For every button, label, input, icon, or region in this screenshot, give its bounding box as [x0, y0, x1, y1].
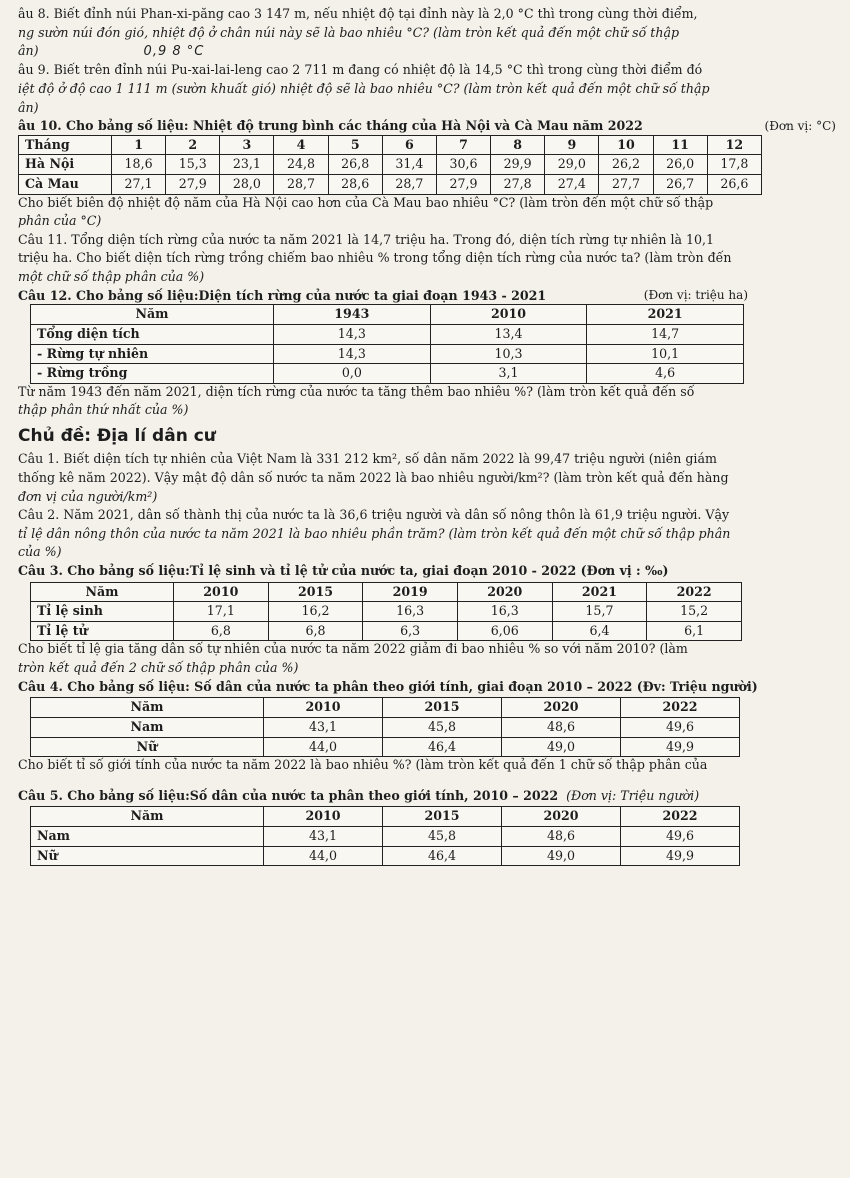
table-row — [31, 621, 742, 641]
table-row — [31, 582, 742, 602]
c4-table — [30, 697, 740, 757]
section-title: Chủ đề: Địa lí dân cư — [18, 425, 216, 446]
q12-table — [30, 304, 744, 383]
population-question-4 — [18, 679, 836, 774]
row-label: Tỉ lệ sinh — [31, 602, 174, 622]
table-cell: 28,7 — [382, 175, 436, 195]
table-cell: 15,2 — [647, 602, 742, 622]
table-cell: 44,0 — [264, 737, 383, 757]
table-cell: 49,9 — [621, 737, 740, 757]
table-cell: 6,1 — [647, 621, 742, 641]
table-cell: 4,6 — [587, 364, 744, 384]
table-cell: 18,6 — [112, 155, 166, 175]
table-cell: 16,3 — [457, 602, 552, 622]
table-cell: 28,0 — [220, 175, 274, 195]
table-cell: 10,3 — [430, 344, 587, 364]
table-header: 2010 — [264, 698, 383, 718]
q10-unit: (Đơn vị: °C) — [764, 118, 836, 133]
table-cell: 31,4 — [382, 155, 436, 175]
table-header: 2010 — [264, 807, 383, 827]
table-cell: 6,8 — [174, 621, 269, 641]
table-row — [31, 364, 744, 384]
population-question-2 — [18, 507, 836, 561]
table-row — [19, 155, 762, 175]
table-row — [31, 807, 740, 827]
c5-title: Câu 5. Cho bảng số liệu:Số dân của nước ta phân theo giới tính, 2010 – 2022 — [18, 787, 559, 803]
c3-table — [30, 582, 742, 642]
c4-question: Cho biết tỉ số giới tính của nước ta năm 2022 là bao nhiêu %? (làm tròn kết quả đến 1 chữ số thập phân của — [18, 757, 708, 773]
table-cell: 27,4 — [545, 175, 599, 195]
q8-line1: âu 8. Biết đỉnh núi Phan-xi-păng cao 3 147 m, nếu nhiệt độ tại đỉnh này là 2,0 °C thì trong cùng thời điểm, — [18, 6, 698, 21]
table-header: 2015 — [383, 698, 502, 718]
table-header: 2022 — [621, 807, 740, 827]
c2-line3: của %) — [18, 544, 62, 560]
table-cell: 46,4 — [383, 846, 502, 866]
q10-title: âu 10. Cho bảng số liệu: Nhiệt độ trung bình các tháng của Hà Nội và Cà Mau năm 2022 — [18, 118, 643, 134]
q11-line3: một chữ số thập phân của %) — [18, 269, 205, 285]
month-header: 11 — [653, 135, 707, 155]
table-row — [31, 737, 740, 757]
question-12 — [18, 288, 836, 419]
handwritten-answer: 0,9 8 °C — [143, 44, 205, 60]
table-cell: 26,8 — [328, 155, 382, 175]
table-cell: 16,2 — [268, 602, 363, 622]
table-cell: 43,1 — [264, 717, 383, 737]
row-label: Cà Mau — [19, 175, 112, 195]
table-cell: 6,4 — [552, 621, 647, 641]
c2-line1: Câu 2. Năm 2021, dân số thành thị của nước ta là 36,6 triệu người và dân số nông thôn là 61,9 triệu người. Vậy — [18, 507, 730, 523]
month-header: 10 — [599, 135, 653, 155]
table-cell: 26,6 — [707, 175, 761, 195]
table-cell: 17,1 — [174, 602, 269, 622]
population-question-5 — [18, 788, 836, 866]
c3-question: Cho biết tỉ lệ gia tăng dân số tự nhiên của nước ta năm 2022 giảm đi bao nhiêu % so với năm 2010? (làm — [18, 641, 688, 657]
row-label: - Rừng tự nhiên — [31, 344, 274, 364]
table-header: 2022 — [621, 698, 740, 718]
table-cell: 27,8 — [491, 175, 545, 195]
q9-line3: ân) — [18, 99, 39, 115]
q9-line1: âu 9. Biết trên đỉnh núi Pu-xai-lai-leng cao 2 711 m đang có nhiệt độ là 14,5 °C thì trong cùng thời điểm đó — [18, 62, 703, 78]
c3-question2: tròn kết quả đến 2 chữ số thập phân của %) — [18, 660, 299, 676]
table-cell: 29,0 — [545, 155, 599, 175]
row-label: Hà Nội — [19, 155, 112, 175]
table-cell: 45,8 — [383, 826, 502, 846]
table-cell: 49,9 — [621, 846, 740, 866]
table-header: Năm — [31, 807, 264, 827]
table-row — [31, 717, 740, 737]
table-cell: 23,1 — [220, 155, 274, 175]
table-header: 2020 — [502, 698, 621, 718]
table-row — [31, 826, 740, 846]
table-cell: 24,8 — [274, 155, 328, 175]
month-header: 9 — [545, 135, 599, 155]
c1-line1: Câu 1. Biết diện tích tự nhiên của Việt Nam là 331 212 km², số dân năm 2022 là 99,47 triệu người (niên giám — [18, 451, 717, 467]
table-cell: 6,06 — [457, 621, 552, 641]
table-row — [31, 698, 740, 718]
table-header: 2010 — [430, 305, 587, 325]
table-cell: 14,3 — [274, 324, 431, 344]
q8-line3: ân) — [18, 43, 39, 59]
month-header: 1 — [112, 135, 166, 155]
q8-line2: ng sườn núi đón gió, nhiệt độ ở chân núi này sẽ là bao nhiêu °C? (làm tròn kết quả đến một chữ số thập — [18, 24, 680, 40]
table-cell: 26,7 — [653, 175, 707, 195]
row-label: Tỉ lệ tử — [31, 621, 174, 641]
table-cell: 49,6 — [621, 826, 740, 846]
table-row — [31, 324, 744, 344]
table-cell: 17,8 — [707, 155, 761, 175]
row-label: Tổng diện tích — [31, 324, 274, 344]
c4-title: Câu 4. Cho bảng số liệu: Số dân của nước ta phân theo giới tính, giai đoạn 2010 – 2022 (Đv: Triệu người) — [18, 678, 758, 694]
table-header: 2021 — [552, 582, 647, 602]
table-cell: 15,3 — [166, 155, 220, 175]
table-cell: 29,9 — [491, 155, 545, 175]
table-cell: 28,6 — [328, 175, 382, 195]
month-header: 7 — [436, 135, 490, 155]
table-header: Năm — [31, 582, 174, 602]
table-row — [31, 602, 742, 622]
table-cell: 27,9 — [436, 175, 490, 195]
month-header: 2 — [166, 135, 220, 155]
question-10 — [18, 118, 836, 230]
table-cell: 49,0 — [502, 846, 621, 866]
table-header: Năm — [31, 305, 274, 325]
c3-title: Câu 3. Cho bảng số liệu:Tỉ lệ sinh và tỉ lệ tử của nước ta, giai đoạn 2010 - 2022 (Đơn vị : ‰) — [18, 563, 669, 579]
table-cell: 48,6 — [502, 826, 621, 846]
table-cell: 16,3 — [363, 602, 458, 622]
month-header: 5 — [328, 135, 382, 155]
table-header: 2015 — [383, 807, 502, 827]
table-cell: 48,6 — [502, 717, 621, 737]
table-cell: 3,1 — [430, 364, 587, 384]
q10-question: Cho biết biên độ nhiệt độ năm của Hà Nội cao hơn của Cà Mau bao nhiêu °C? (làm tròn đến một chữ số thập — [18, 194, 714, 210]
month-header: 12 — [707, 135, 761, 155]
table-cell: 46,4 — [383, 737, 502, 757]
q10-header-label: Tháng — [19, 135, 112, 155]
table-header: 2015 — [268, 582, 363, 602]
table-row — [31, 846, 740, 866]
c2-line2: tỉ lệ dân nông thôn của nước ta năm 2021 là bao nhiêu phần trăm? (làm tròn kết quả đến một chữ số thập phân — [18, 525, 731, 541]
q10-table — [18, 135, 762, 195]
month-header: 4 — [274, 135, 328, 155]
table-cell: 45,8 — [383, 717, 502, 737]
q12-question: Từ năm 1943 đến năm 2021, diện tích rừng của nước ta tăng thêm bao nhiêu %? (làm tròn kết quả đến số — [18, 383, 695, 399]
population-question-1 — [18, 451, 836, 505]
table-row — [31, 305, 744, 325]
c5-table — [30, 806, 740, 866]
table-cell: 44,0 — [264, 846, 383, 866]
table-header: 2010 — [174, 582, 269, 602]
table-cell: 6,8 — [268, 621, 363, 641]
table-cell: 15,7 — [552, 602, 647, 622]
table-cell: 27,7 — [599, 175, 653, 195]
row-label: - Rừng trồng — [31, 364, 274, 384]
table-cell: 49,6 — [621, 717, 740, 737]
table-cell: 0,0 — [274, 364, 431, 384]
population-question-3 — [18, 563, 836, 677]
q11-line1: Câu 11. Tổng diện tích rừng của nước ta năm 2021 là 14,7 triệu ha. Trong đó, diện tích rừng tự nhiên là 10,1 — [18, 231, 715, 247]
table-cell: 28,7 — [274, 175, 328, 195]
table-cell: 27,9 — [166, 175, 220, 195]
month-header: 3 — [220, 135, 274, 155]
table-cell: 13,4 — [430, 324, 587, 344]
q9-line2: iệt độ ở độ cao 1 111 m (sườn khuất gió) nhiệt độ sẽ là bao nhiêu °C? (làm tròn kết quả đến một chữ số thập — [18, 80, 710, 96]
table-header: Năm — [31, 698, 264, 718]
table-header: 2021 — [587, 305, 744, 325]
table-header: 2020 — [457, 582, 552, 602]
table-cell: 14,3 — [274, 344, 431, 364]
row-label: Nam — [31, 717, 264, 737]
table-cell: 10,1 — [587, 344, 744, 364]
q12-question2: thập phân thứ nhất của %) — [18, 402, 189, 418]
table-header: 2022 — [647, 582, 742, 602]
table-header: 1943 — [274, 305, 431, 325]
table-cell: 49,0 — [502, 737, 621, 757]
table-header: 2019 — [363, 582, 458, 602]
table-cell: 30,6 — [436, 155, 490, 175]
q12-unit: (Đơn vị: triệu ha) — [643, 288, 748, 303]
table-cell: 14,7 — [587, 324, 744, 344]
month-header: 8 — [491, 135, 545, 155]
table-cell: 26,0 — [653, 155, 707, 175]
q11-line2: triệu ha. Cho biết diện tích rừng trồng chiếm bao nhiêu % trong tổng diện tích rừng của nước ta? (làm tròn đến — [18, 250, 732, 266]
table-cell: 43,1 — [264, 826, 383, 846]
month-header: 6 — [382, 135, 436, 155]
c1-line3: đơn vị của người/km²) — [18, 488, 158, 504]
row-label: Nam — [31, 826, 264, 846]
table-cell: 26,2 — [599, 155, 653, 175]
table-row — [19, 175, 762, 195]
q12-title: Câu 12. Cho bảng số liệu:Diện tích rừng của nước ta giai đoạn 1943 - 2021 — [18, 287, 547, 303]
c1-line2: thống kê năm 2022). Vậy mật độ dân số nước ta năm 2022 là bao nhiêu người/km²? (làm tròn kết quả đến hàng — [18, 470, 729, 485]
table-cell: 6,3 — [363, 621, 458, 641]
table-cell: 27,1 — [112, 175, 166, 195]
row-label: Nữ — [31, 846, 264, 866]
row-label: Nữ — [31, 737, 264, 757]
table-header: 2020 — [502, 807, 621, 827]
table-row — [31, 344, 744, 364]
question-8 — [18, 6, 836, 60]
question-11 — [18, 232, 836, 286]
table-row — [19, 135, 762, 155]
q10-question2: phân của °C) — [18, 213, 102, 229]
c5-unit: (Đơn vị: Triệu người) — [566, 787, 700, 803]
question-9 — [18, 62, 836, 116]
